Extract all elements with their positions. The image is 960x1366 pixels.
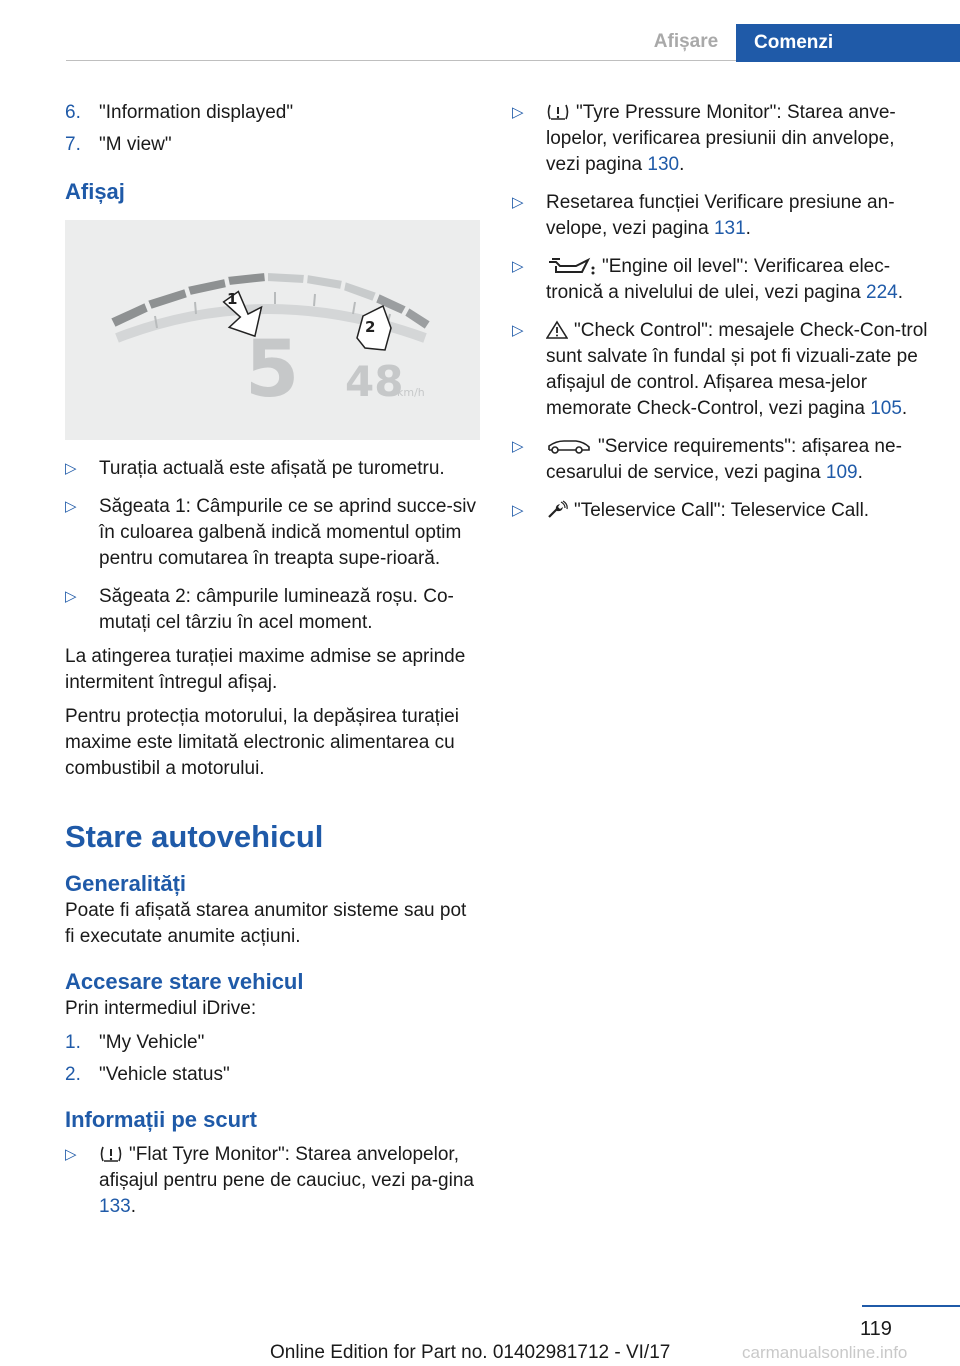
list-text: "Teleservice Call": Teleservice Call. xyxy=(574,500,870,521)
list-text: Turația actuală este afișată pe turometru. xyxy=(99,458,445,479)
flat-tyre-icon xyxy=(99,1144,123,1164)
left-column xyxy=(65,100,480,1232)
list-item: ▷ "Tyre Pressure Monitor": Starea anve-lopelor, verificarea presiunii din anvelope, vezi pagina 130. xyxy=(512,100,932,178)
list-item: ▷ "Engine oil level": Verificarea elec-tronică a nivelului de ulei, vezi pagina 224. xyxy=(512,254,932,306)
bullet-triangle-icon: ▷ xyxy=(65,1146,77,1163)
heading-accesare: Accesare stare vehicul xyxy=(65,969,304,994)
page-link[interactable]: 224 xyxy=(866,282,898,303)
bullet-triangle-icon: ▷ xyxy=(65,588,77,605)
list-item xyxy=(65,456,480,482)
warning-triangle-icon xyxy=(546,320,568,340)
bullet-triangle-icon: ▷ xyxy=(512,104,524,121)
page-link[interactable]: 105 xyxy=(870,398,902,419)
list-text: "Engine oil level": Verificarea elec-tronică a nivelului de ulei, vezi pagina xyxy=(546,256,891,303)
gear-digit: 5 xyxy=(245,325,300,415)
paragraph: Prin intermediul iDrive: xyxy=(65,998,257,1019)
service-car-icon xyxy=(546,436,592,456)
list-item: ▷ "Service requirements": afișarea ne-cesarului de service, vezi pagina 109. xyxy=(512,434,932,486)
list-text: "Tyre Pressure Monitor": Starea anve-lopelor, verificarea presiunii din anvelope, vezi pagina xyxy=(546,102,896,175)
list-text: "Check Control": mesajele Check-Con-trol sunt salvate în fundal și pot fi vizuali-zate pe afișajul de control. Afișarea mesa-jelor memorate Check-Control, vezi pagina xyxy=(546,320,928,419)
wrench-icon xyxy=(546,500,568,520)
heading-afisaj: Afișaj xyxy=(65,179,125,204)
speed-unit: km/h xyxy=(397,386,425,399)
edition-text: Online Edition for Part no. 01402981712 - VI/17 xyxy=(270,1342,671,1363)
list-text: "Flat Tyre Monitor": Starea anvelopelor, afișajul pentru pene de cauciuc, vezi pa-gina xyxy=(99,1144,474,1191)
list-item xyxy=(65,1062,480,1088)
list-item xyxy=(65,584,480,636)
list-item xyxy=(65,494,480,572)
list-number: 7. xyxy=(65,134,81,155)
page-link[interactable]: 130 xyxy=(647,154,680,175)
right-column xyxy=(512,100,932,536)
list-item xyxy=(65,132,480,158)
list-text: Săgeata 1: Câmpurile ce se aprind succe-siv în culoarea galbenă indică momentul optim pentru comutarea în treapta supe-rioară. xyxy=(99,496,477,569)
list-item: ▷ "Flat Tyre Monitor": Starea anvelopelor, afișajul pentru pene de cauciuc, vezi pa-gina 133. xyxy=(65,1142,480,1220)
tab-comenzi[interactable]: Comenzi xyxy=(736,24,960,62)
speed-digits: 48 xyxy=(345,357,404,406)
arrow-1-label: 1 xyxy=(227,290,238,308)
tachometer-illustration xyxy=(65,220,480,440)
page-link[interactable]: 133 xyxy=(99,1196,131,1217)
page-number: 119 xyxy=(860,1318,892,1340)
list-number: 2. xyxy=(65,1064,81,1085)
oil-can-icon xyxy=(546,256,596,276)
paragraph: La atingerea turației maxime admise se aprinde intermitent întregul afișaj. xyxy=(65,646,466,693)
bullet-triangle-icon: ▷ xyxy=(512,322,524,339)
footer-rule xyxy=(862,1305,960,1307)
list-text: "Service requirements": afișarea ne-cesarului de service, vezi pagina xyxy=(546,436,902,483)
bullet-triangle-icon: ▷ xyxy=(512,502,524,519)
watermark: carmanualsonline.info xyxy=(742,1343,908,1362)
list-text: "Vehicle status" xyxy=(99,1064,230,1085)
heading-stare-autovehicul: Stare autovehicul xyxy=(65,819,324,854)
arrow-2-callout xyxy=(357,306,391,350)
list-text: Săgeata 2: câmpurile luminează roșu. Co-mutați cel târziu în acel moment. xyxy=(99,586,454,633)
list-number: 6. xyxy=(65,102,81,123)
bullet-triangle-icon: ▷ xyxy=(512,194,524,211)
page-link[interactable]: 131 xyxy=(713,218,746,239)
paragraph: Pentru protecția motorului, la depășirea turației maxime este limitată electronic alimentarea cu combustibil a motorului. xyxy=(65,706,459,779)
tyre-pressure-icon xyxy=(546,102,570,122)
rpm-segment xyxy=(187,278,227,296)
paragraph: Poate fi afișată starea anumitor sisteme sau pot fi executate anumite acțiuni. xyxy=(65,900,467,947)
rpm-segment xyxy=(227,272,266,286)
tachometer-svg xyxy=(65,220,480,440)
list-number: 1. xyxy=(65,1032,81,1053)
bullet-triangle-icon: ▷ xyxy=(65,498,77,515)
page-link[interactable]: 109 xyxy=(825,462,858,483)
heading-informatii: Informații pe scurt xyxy=(65,1107,257,1132)
list-item: ▷ "Check Control": mesajele Check-Con-trol sunt salvate în fundal și pot fi vizuali-zate pe afișajul de control. Afișarea mesa-jelor memorate Check-Control, vezi pagina 105. xyxy=(512,318,932,422)
list-text: "My Vehicle" xyxy=(99,1032,205,1053)
bullet-triangle-icon: ▷ xyxy=(65,460,77,477)
list-text: Resetarea funcției Verificare presiune an-velope, vezi pagina xyxy=(546,192,895,239)
bullet-triangle-icon: ▷ xyxy=(512,438,524,455)
list-item: ▷ Resetarea funcției Verificare presiune an-velope, vezi pagina 131. xyxy=(512,190,932,242)
list-item xyxy=(65,100,480,126)
rpm-segment xyxy=(147,288,188,310)
list-item xyxy=(65,1030,480,1056)
list-item xyxy=(512,498,932,524)
bullet-triangle-icon: ▷ xyxy=(512,258,524,275)
tab-afisare[interactable]: Afișare xyxy=(653,31,719,52)
arrow-2-label: 2 xyxy=(365,318,376,336)
list-text: "M view" xyxy=(99,134,172,155)
heading-generalitati: Generalități xyxy=(65,871,187,896)
list-text: "Information displayed" xyxy=(99,102,294,123)
